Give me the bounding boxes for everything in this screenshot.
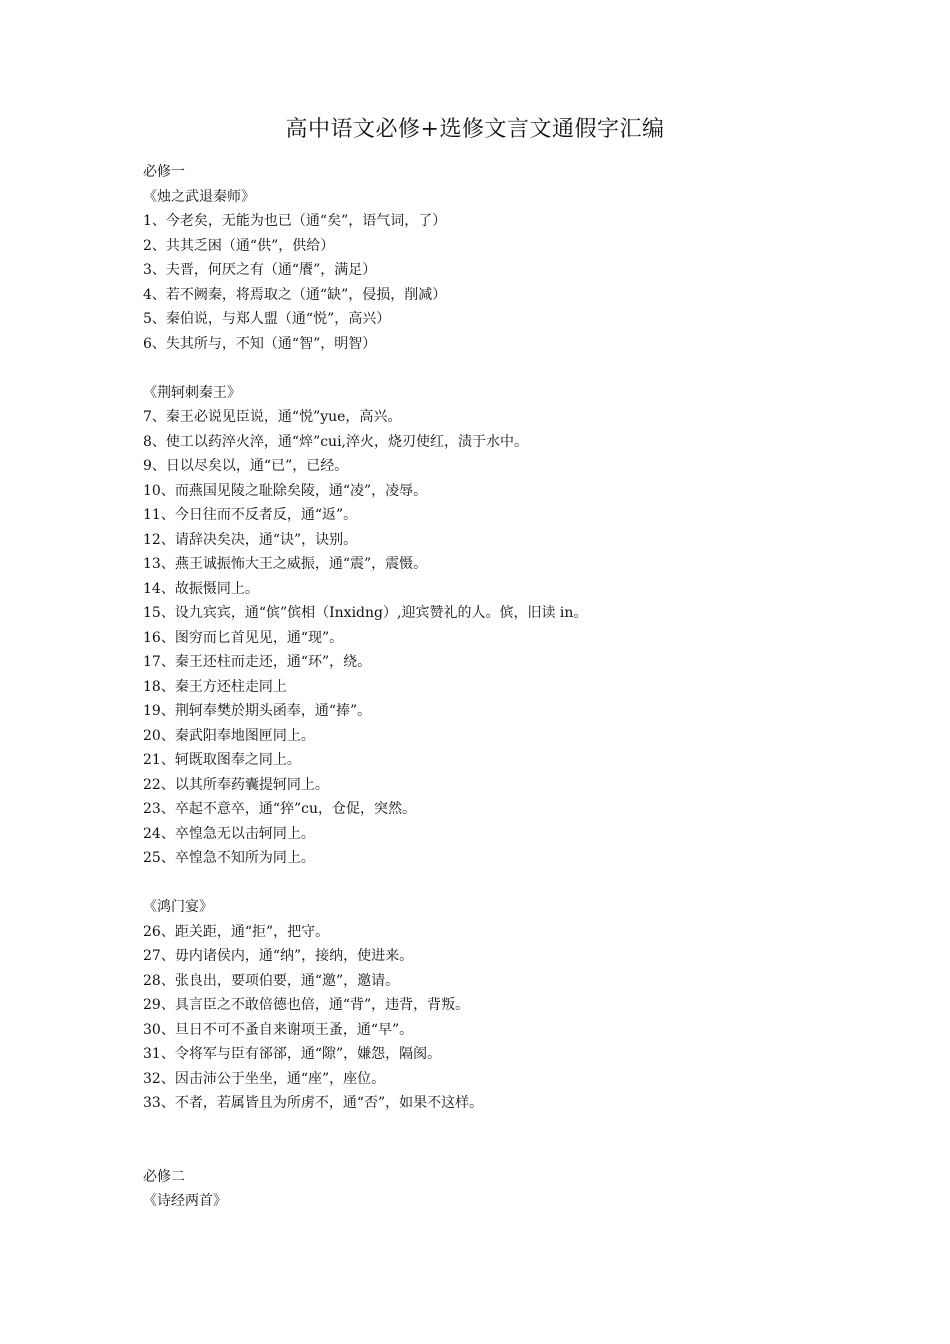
list-item: 11、今日往而不反者反，通“返”。: [143, 507, 358, 523]
list-item: 33、不者，若属皆且为所虏不，通“否”，如果不这样。: [143, 1095, 484, 1111]
list-item: 19、荆轲奉樊於期头函奉，通“捧”。: [143, 703, 372, 719]
list-item: 2、共其乏困（通“供”，供给）: [143, 237, 335, 254]
list-item: 6、失其所与，不知（通“智”，明智）: [143, 335, 377, 352]
list-item: 5、秦伯说，与郑人盟（通“悦”，高兴）: [143, 311, 391, 327]
list-item: 12、请辞决矣决，通“诀”，诀别。: [143, 531, 358, 548]
list-item: 28、张良出，要项伯要，通“邀”，邀请。: [143, 972, 400, 989]
list-item: 10、而燕国见陵之耻除矣陵，通“凌”，凌辱。: [143, 482, 428, 499]
list-item: 27、毋内诸侯内，通“纳”，接纳，使进来。: [143, 948, 414, 964]
text-title: 《烛之武退秦师》: [143, 188, 255, 205]
spacer: [143, 1116, 843, 1165]
list-item: 29、具言臣之不敢倍德也倍，通“背”，违背，背叛。: [143, 997, 470, 1013]
spacer: [143, 871, 843, 896]
list-item: 26、距关距，通“拒”，把守。: [143, 923, 330, 940]
spacer: [143, 356, 843, 381]
section-heading: 必修二: [143, 1168, 185, 1185]
list-item: 31、令将军与臣有郤郤，通“隙”，嫌怨，隔阂。: [143, 1046, 442, 1062]
list-item: 23、卒起不意卒，通“猝”cu，仓促，突然。: [143, 801, 416, 817]
document-title: 高中语文必修+选修文言文通假字汇编: [285, 117, 665, 142]
text-title: 《诗经两首》: [143, 1193, 227, 1209]
list-item: 15、设九宾宾，通“傧”傧相（Inxidng）,迎宾赞礼的人。傧，旧读 in。: [143, 605, 588, 621]
document-body: [143, 160, 843, 1214]
list-item: 20、秦武阳奉地图匣同上。: [143, 727, 315, 744]
list-item: 1、今老矣，无能为也已（通“矣”，语气词，了）: [143, 213, 447, 229]
section-heading: 必修一: [143, 164, 185, 180]
text-title: 《荆轲刺秦王》: [143, 384, 241, 401]
list-item: 8、使工以药淬火淬，通“焠”cui,淬火，烧刃使红，渍于水中。: [143, 433, 529, 450]
list-item: 18、秦王方还柱走同上: [143, 678, 287, 695]
list-item: 4、若不阙秦，将焉取之（通“缺”，侵损，削减）: [143, 286, 447, 303]
list-item: 22、以其所奉药囊提轲同上。: [143, 776, 329, 793]
list-item: 30、旦日不可不蚤自来谢项王蚤，通“早”。: [143, 1021, 414, 1038]
list-item: 7、秦王必说见臣说，通“悦”yue，高兴。: [143, 409, 402, 425]
list-item: 21、轲既取图奉之同上。: [143, 752, 301, 768]
list-item: 16、图穷而匕首见见，通“现”。: [143, 629, 344, 646]
list-item: 13、燕王诚振怖大王之威振，通“震”，震慑。: [143, 556, 428, 572]
text-title: 《鸿门宴》: [143, 899, 213, 915]
list-item: 24、卒惶急无以击轲同上。: [143, 825, 315, 842]
list-item: 9、日以尽矣以，通“已”，已经。: [143, 458, 349, 474]
list-item: 25、卒惶急不知所为同上。: [143, 850, 315, 866]
list-item: 14、故振慑同上。: [143, 580, 259, 597]
list-item: 32、因击沛公于坐坐，通“座”，座位。: [143, 1070, 386, 1087]
list-item: 17、秦王还柱而走还，通“环”，绕。: [143, 654, 372, 670]
list-item: 3、夫晋，何厌之有（通“餍”，满足）: [143, 262, 377, 278]
